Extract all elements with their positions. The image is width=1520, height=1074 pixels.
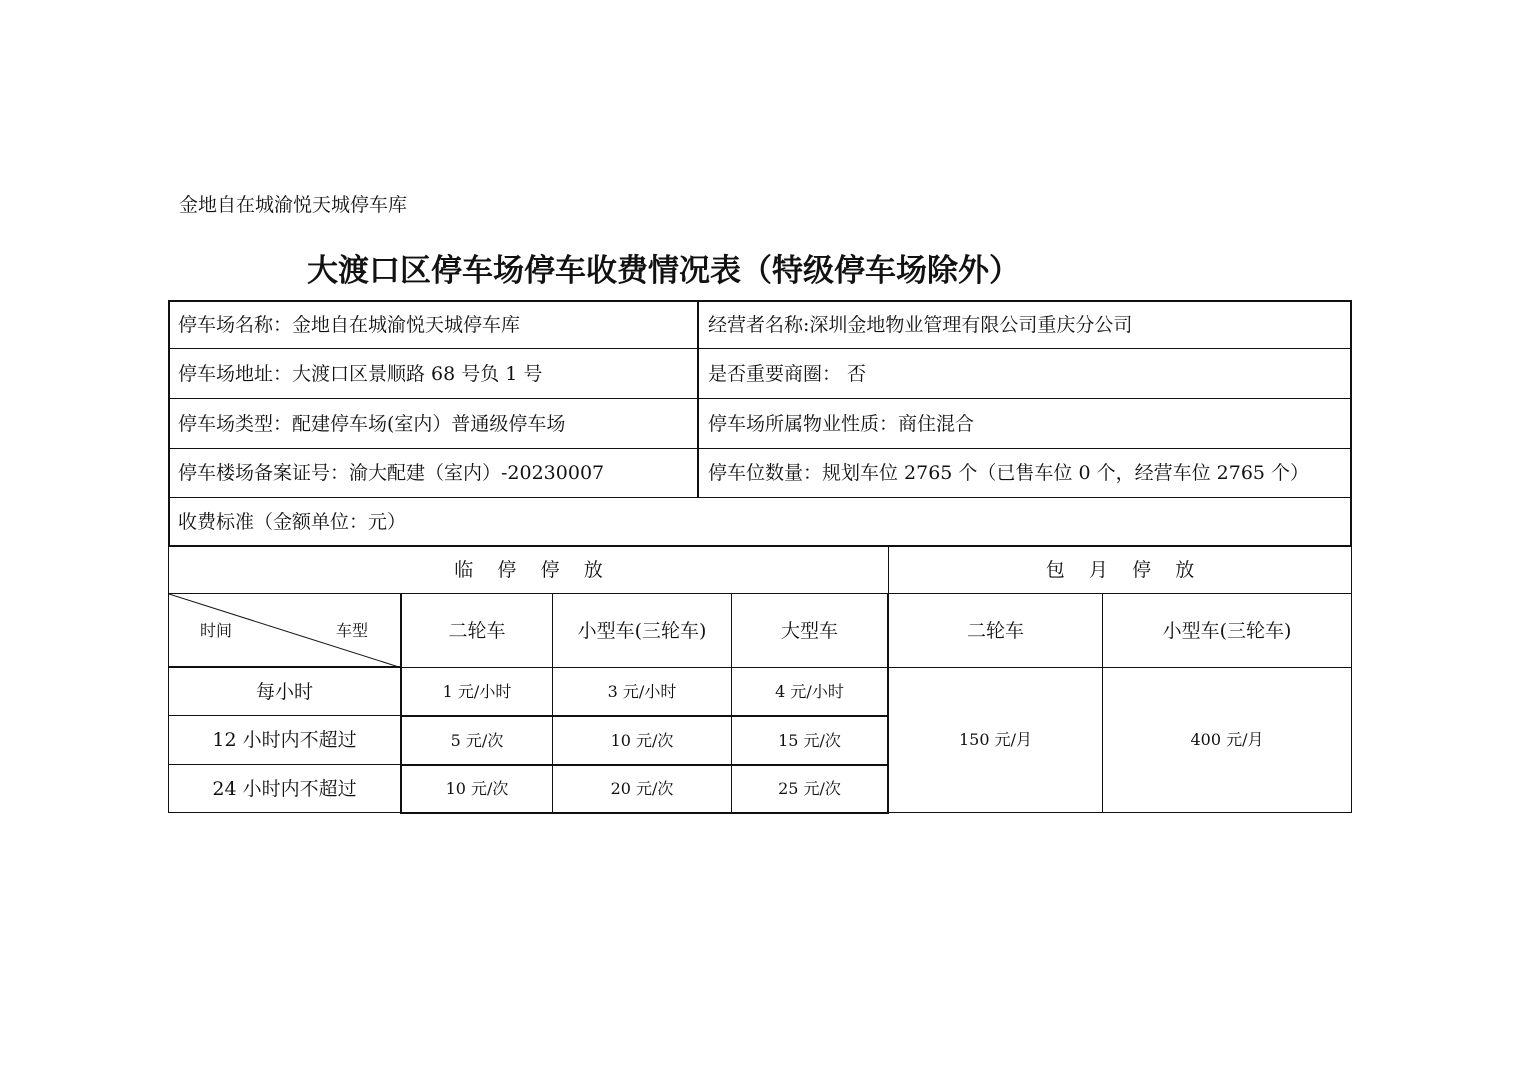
fee-cell: 1 元/小时 xyxy=(442,681,512,701)
temp-col-two-wheel: 二轮车 xyxy=(448,619,506,642)
fee-cell: 5 元/次 xyxy=(450,730,504,750)
monthly-col-two-wheel: 二轮车 xyxy=(966,619,1024,642)
document-title: 大渡口区停车场停车收费情况表（特级停车场除外） xyxy=(307,253,1020,289)
corner-time-label: 时间 xyxy=(200,621,233,640)
row-label-12-hours: 12 小时内不超过 xyxy=(212,729,357,751)
fee-cell: 10 元/次 xyxy=(610,730,674,750)
record-number: 停车楼场备案证号：渝大配建（室内）-20230007 xyxy=(178,462,605,484)
fee-standard: 收费标准（金额单位：元） xyxy=(178,510,407,533)
document-subtitle: 金地自在城渝悦天城停车库 xyxy=(179,194,408,216)
row-label-24-hours: 24 小时内不超过 xyxy=(212,777,357,800)
parking-spaces: 停车位数量：规划车位 2765 个（已售车位 0 个，经营车位 2765 个） xyxy=(708,462,1310,484)
parking-address: 停车场地址：大渡口区景顺路 68 号负 1 号 xyxy=(178,362,543,385)
row-label-hourly: 每小时 xyxy=(255,680,313,703)
monthly-parking-header: 包 月 停 放 xyxy=(1045,559,1195,581)
operator-name: 经营者名称:深圳金地物业管理有限公司重庆分公司 xyxy=(708,314,1133,336)
fee-cell: 25 元/次 xyxy=(778,779,841,798)
fee-cell: 4 元/小时 xyxy=(775,681,844,701)
monthly-fee-small-vehicle: 400 元/月 xyxy=(1190,730,1264,749)
property-nature: 停车场所属物业性质：商住混合 xyxy=(708,412,975,435)
parking-name: 停车场名称：金地自在城渝悦天城停车库 xyxy=(178,314,521,336)
corner-vehicle-type-label: 车型 xyxy=(336,621,369,640)
fee-cell: 15 元/次 xyxy=(778,730,841,750)
temporary-parking-header: 临 停 停 放 xyxy=(454,559,603,581)
key-business-district: 是否重要商圈： 否 xyxy=(708,362,867,385)
monthly-fee-two-wheel: 150 元/月 xyxy=(958,730,1033,749)
monthly-col-small-vehicle: 小型车(三轮车) xyxy=(1162,619,1292,642)
fee-cell: 20 元/次 xyxy=(610,779,674,798)
temp-col-small-vehicle: 小型车(三轮车) xyxy=(577,619,707,642)
fee-cell: 10 元/次 xyxy=(445,779,509,798)
fee-cell: 3 元/小时 xyxy=(607,681,677,701)
temp-col-large-vehicle: 大型车 xyxy=(780,619,838,642)
parking-type: 停车场类型：配建停车场(室内）普通级停车场 xyxy=(178,412,566,435)
